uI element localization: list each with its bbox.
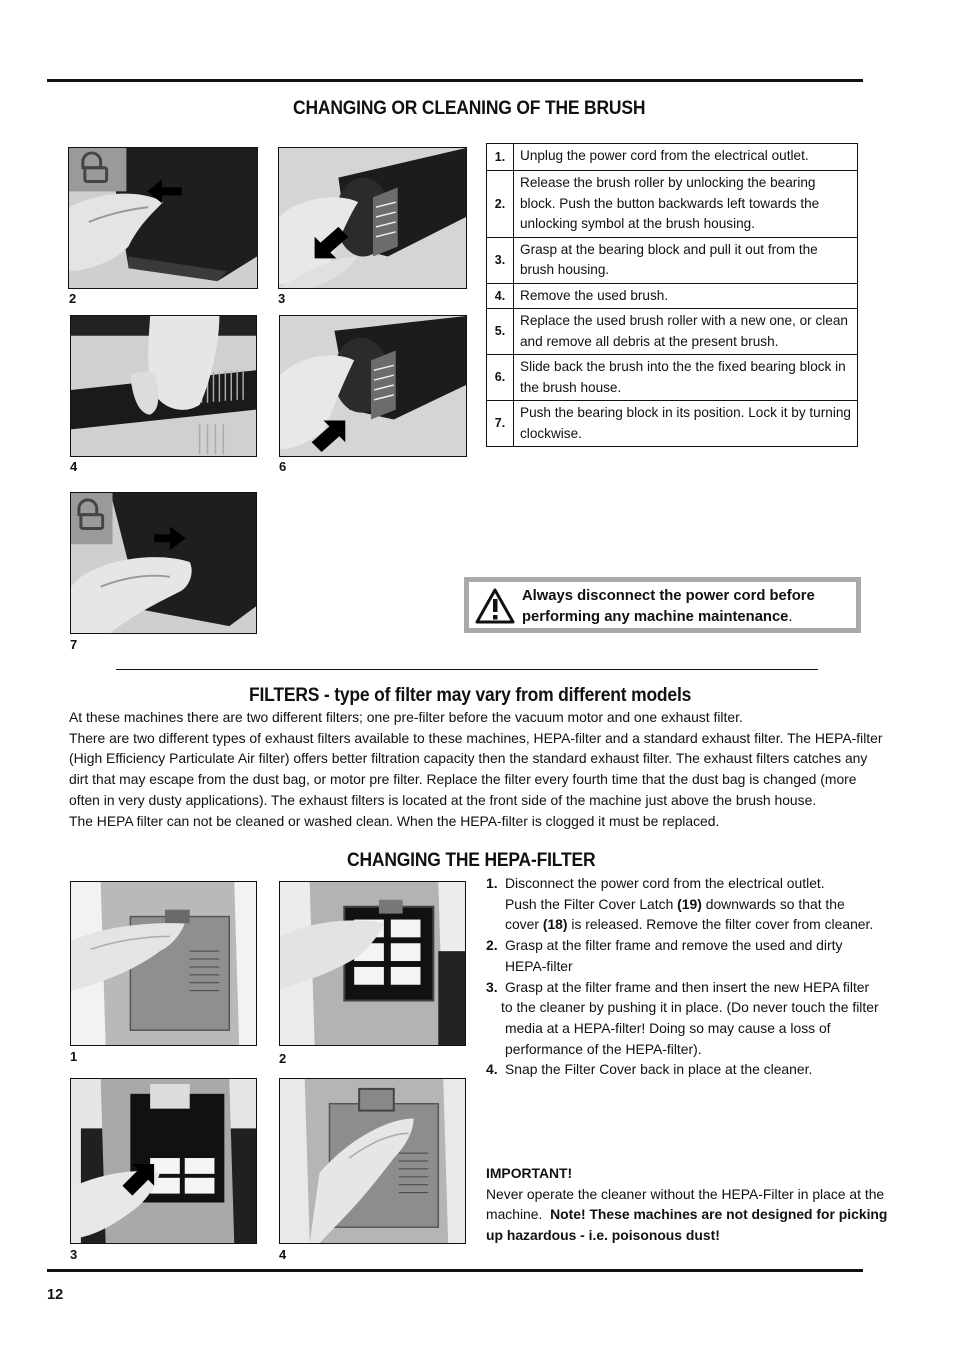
warning-text-end: . bbox=[788, 609, 793, 625]
step-text bbox=[505, 935, 896, 976]
warning-triangle-icon bbox=[475, 588, 515, 624]
brush-photo-6 bbox=[279, 315, 467, 457]
filters-paragraph-line: (High Efficiency Particulate Air filter) offers better filtration capacity then the standard exhaust filter. The exhaust filters catches any bbox=[69, 750, 868, 767]
step-text: Unplug the power cord from the electrical outlet. bbox=[514, 144, 858, 171]
important-heading: IMPORTANT! bbox=[486, 1165, 573, 1181]
hepa-section-title: CHANGING THE HEPA-FILTER bbox=[347, 850, 596, 871]
step-line: is released. Remove the filter cover from cleaner. bbox=[567, 916, 874, 933]
step-line: Grasp at the filter frame and remove the used and dirty bbox=[505, 937, 843, 954]
step-line: performance of the HEPA-filter). bbox=[505, 1040, 702, 1057]
filters-paragraph-line: There are two different types of exhaust filters available to these machines, HEPA-filter and a standard exhaust filter. The HEPA-filter bbox=[69, 729, 883, 746]
step-line: Disconnect the power cord from the electrical outlet. bbox=[505, 875, 825, 891]
step-text: Grasp at the bearing block and pull it out from the brush housing. bbox=[514, 237, 858, 283]
step-number: 4. bbox=[487, 283, 514, 309]
brush-photo-2 bbox=[68, 147, 258, 289]
step-number: 2. bbox=[487, 171, 514, 238]
step-line: to the cleaner by pushing it in place. (Do never touch the filter bbox=[501, 999, 879, 1016]
hepa-figure-number: 4 bbox=[279, 1247, 287, 1262]
step-number: 3. bbox=[486, 978, 498, 995]
list-item bbox=[486, 935, 896, 976]
table-row bbox=[487, 144, 858, 171]
step-number: 3. bbox=[487, 237, 514, 283]
brush-figure-number: 3 bbox=[278, 291, 286, 306]
step-number: 4. bbox=[486, 1061, 498, 1078]
step-number: 1. bbox=[487, 144, 514, 171]
filters-paragraph-line: often in very dusty applications). The exhaust filters is located at the front side of the machine just above the brush house. bbox=[69, 791, 817, 808]
step-text: Release the brush roller by unlocking the bearing block. Push the button backwards left towards the unlocking symbol at the brush housing. bbox=[514, 171, 858, 238]
filters-paragraph: The HEPA filter can not be cleaned or washed clean. When the HEPA-filter is clogged it must be replaced. bbox=[69, 812, 720, 829]
step-line: media at a HEPA-filter! Doing so may cause a loss of bbox=[505, 1019, 831, 1036]
table-row bbox=[487, 401, 858, 447]
step-number: 6. bbox=[487, 355, 514, 401]
step-line: Push the Filter Cover Latch bbox=[505, 895, 678, 912]
brush-section-title: CHANGING OR CLEANING OF THE BRUSH bbox=[293, 98, 646, 119]
list-item bbox=[486, 977, 896, 1060]
brush-figure-number: 7 bbox=[70, 637, 78, 652]
brush-figure-number: 6 bbox=[279, 459, 287, 474]
important-line bbox=[486, 1204, 901, 1225]
table-row bbox=[487, 237, 858, 283]
maintenance-warning-box bbox=[464, 577, 861, 633]
important-note-bold: Note! These machines are not designed for picking bbox=[550, 1206, 888, 1223]
list-item bbox=[486, 1059, 896, 1080]
filters-section-title: FILTERS - type of filter may vary from different models bbox=[249, 685, 692, 706]
step-text: Replace the used brush roller with a new one, or clean and remove all debris at the present brush. bbox=[514, 309, 858, 355]
table-row bbox=[487, 309, 858, 355]
warning-text-bold: Always disconnect the power cord before performing any machine maintenance bbox=[522, 588, 815, 625]
top-rule bbox=[47, 79, 863, 82]
page-number: 12 bbox=[47, 1287, 64, 1303]
warning-inner-panel bbox=[469, 582, 856, 628]
hepa-photo-2 bbox=[279, 881, 466, 1046]
part-reference: (19) bbox=[677, 895, 702, 912]
table-row bbox=[487, 283, 858, 309]
important-line: up hazardous - i.e. poisonous dust! bbox=[486, 1227, 720, 1244]
filters-paragraph-line: dirt that may escape from the dust bag, or motor pre filter. Replace the filter every fourth time that the dust bag is changed (more bbox=[69, 771, 857, 788]
filters-paragraph: At these machines there are two different filters; one pre-filter before the vacuum motor and one exhaust filter. bbox=[69, 709, 743, 725]
step-line: cover bbox=[505, 916, 543, 933]
hepa-steps-list bbox=[486, 873, 896, 1080]
step-number: 7. bbox=[487, 401, 514, 447]
brush-figure-number: 2 bbox=[69, 291, 77, 306]
important-line: Never operate the cleaner without the HEPA-Filter in place at the bbox=[486, 1185, 885, 1202]
list-item bbox=[486, 873, 896, 935]
step-number: 1. bbox=[486, 875, 498, 891]
bottom-rule bbox=[47, 1269, 863, 1272]
step-text bbox=[505, 873, 896, 935]
step-text bbox=[501, 977, 896, 1060]
step-number: 5. bbox=[487, 309, 514, 355]
step-line: Grasp at the filter frame and then insert the new HEPA filter bbox=[505, 978, 870, 995]
brush-steps-table bbox=[486, 143, 858, 447]
step-line: downwards so that the bbox=[701, 895, 845, 912]
step-text: Remove the used brush. bbox=[514, 283, 858, 309]
brush-photo-4 bbox=[70, 315, 257, 457]
hepa-figure-number: 3 bbox=[70, 1247, 78, 1262]
step-text: Slide back the brush into the the fixed bearing block in the brush house. bbox=[514, 355, 858, 401]
section-divider bbox=[116, 669, 818, 670]
table-row bbox=[487, 355, 858, 401]
brush-photo-3 bbox=[278, 147, 467, 289]
hepa-photo-4 bbox=[279, 1078, 466, 1244]
hepa-photo-3 bbox=[70, 1078, 257, 1244]
brush-photo-7 bbox=[70, 492, 257, 634]
step-text: Push the bearing block in its position. Lock it by turning clockwise. bbox=[514, 401, 858, 447]
filters-description bbox=[69, 707, 899, 831]
step-line: HEPA-filter bbox=[505, 957, 573, 974]
part-reference: (18) bbox=[542, 916, 568, 933]
step-number: 2. bbox=[486, 937, 498, 954]
important-line-start: machine. bbox=[486, 1206, 551, 1223]
hepa-figure-number: 1 bbox=[70, 1049, 78, 1064]
step-text: Snap the Filter Cover back in place at the cleaner. bbox=[505, 1061, 813, 1078]
important-note bbox=[486, 1163, 901, 1246]
brush-figure-number: 4 bbox=[70, 459, 78, 474]
hepa-figure-number: 2 bbox=[279, 1051, 287, 1066]
hepa-photo-1 bbox=[70, 881, 257, 1046]
table-row bbox=[487, 171, 858, 238]
warning-text bbox=[522, 586, 852, 628]
